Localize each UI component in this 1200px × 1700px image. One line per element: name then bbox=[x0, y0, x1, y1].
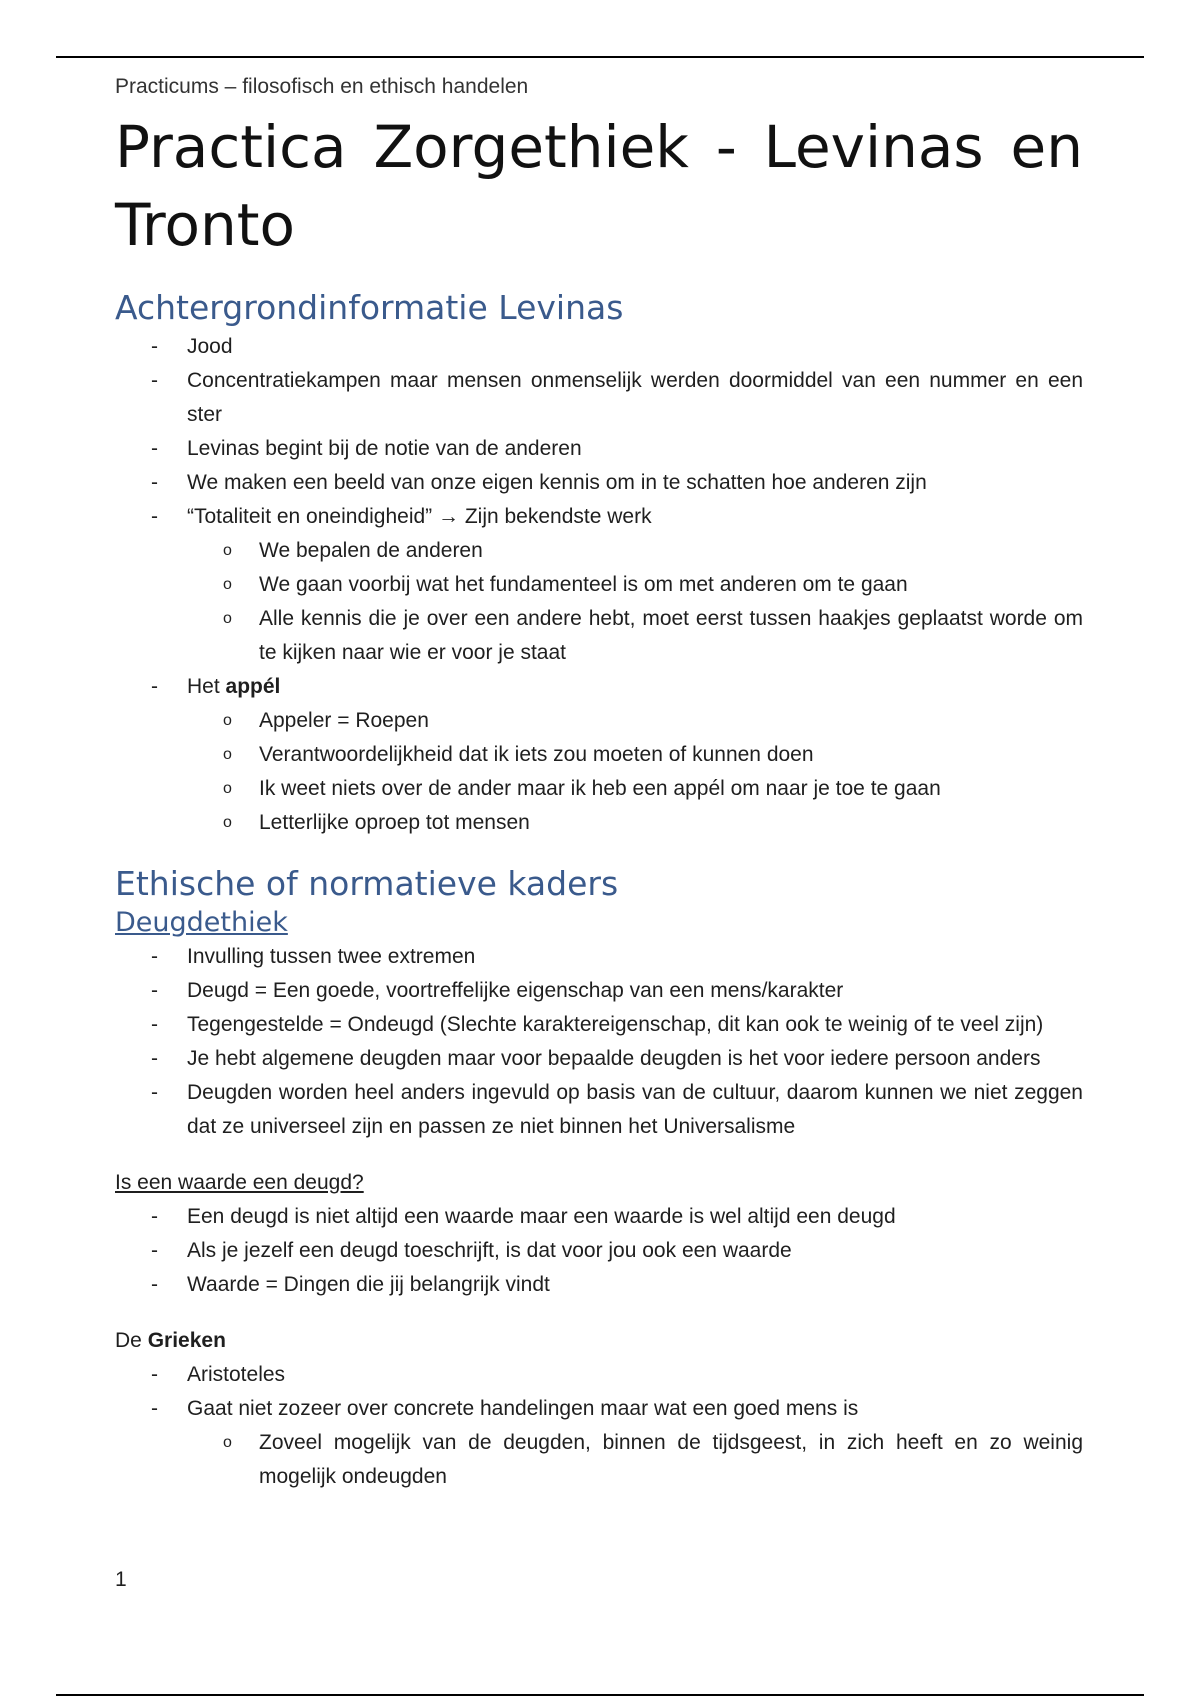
list-item: - “Totaliteit en oneindigheid” → Zijn bekendste werk o We bepalen de anderen o We gaan voorbij wat het fundamenteel is om met anderen om te gaan o Alle kennis die je over een andere hebt, moet eerst tussen haakjes geplaatst worde om te kijken naar wie er voor je staat bbox=[115, 500, 1083, 670]
list-item: - Levinas begint bij de notie van de anderen bbox=[115, 432, 1083, 466]
dash-bullet-icon: - bbox=[151, 437, 158, 460]
sublist-item: o Appeler = Roepen bbox=[187, 704, 1083, 738]
dash-bullet-icon: - bbox=[151, 1047, 158, 1070]
running-header: Practicums – filosofisch en ethisch handelen bbox=[115, 75, 529, 98]
sublist-item: o Verantwoordelijkheid dat ik iets zou moeten of kunnen doen bbox=[187, 738, 1083, 772]
list-item: - Jood bbox=[115, 330, 1083, 364]
dash-bullet-icon: - bbox=[151, 1397, 158, 1420]
list-item: - Concentratiekampen maar mensen onmenselijk werden doormiddel van een nummer en een ster bbox=[115, 364, 1083, 432]
bottom-rule bbox=[56, 1694, 1144, 1696]
dash-bullet-icon: - bbox=[151, 675, 158, 698]
dash-bullet-icon: - bbox=[151, 471, 158, 494]
list-item: - Deugd = Een goede, voortreffelijke eigenschap van een mens/karakter bbox=[115, 974, 1083, 1008]
deugdethiek-list bbox=[115, 940, 1083, 1144]
dash-bullet-icon: - bbox=[151, 1013, 158, 1036]
question-heading: Is een waarde een deugd? bbox=[115, 1171, 364, 1194]
circle-bullet-icon: o bbox=[223, 576, 232, 593]
circle-bullet-icon: o bbox=[223, 814, 232, 831]
circle-bullet-icon: o bbox=[223, 780, 232, 797]
circle-bullet-icon: o bbox=[223, 712, 232, 729]
top-rule bbox=[56, 56, 1144, 58]
dash-bullet-icon: - bbox=[151, 979, 158, 1002]
sublist-item: o Letterlijke oproep tot mensen bbox=[187, 806, 1083, 840]
list-item: - Een deugd is niet altijd een waarde maar een waarde is wel altijd een deugd bbox=[115, 1200, 1083, 1234]
dash-bullet-icon: - bbox=[151, 945, 158, 968]
subheading-deugdethiek: Deugdethiek bbox=[115, 907, 288, 938]
section-heading-levinas: Achtergrondinformatie Levinas bbox=[115, 288, 624, 327]
page-number: 1 bbox=[115, 1568, 127, 1591]
sublist-item: o We gaan voorbij wat het fundamenteel is om met anderen om te gaan bbox=[187, 568, 1083, 602]
list-item: - Gaat niet zozeer over concrete handelingen maar wat een goed mens is o Zoveel mogelijk van de deugden, binnen de tijdsgeest, in zich heeft en zo weinig mogelijk ondeugden bbox=[115, 1392, 1083, 1494]
dash-bullet-icon: - bbox=[151, 335, 158, 358]
list-item: - Aristoteles bbox=[115, 1358, 1083, 1392]
sublist-item: o We bepalen de anderen bbox=[187, 534, 1083, 568]
list-item: - We maken een beeld van onze eigen kennis om in te schatten hoe anderen zijn bbox=[115, 466, 1083, 500]
sublist-item: o Alle kennis die je over een andere hebt, moet eerst tussen haakjes geplaatst worde om te kijken naar wie er voor je staat bbox=[187, 602, 1083, 670]
circle-bullet-icon: o bbox=[223, 610, 232, 627]
list-item: - Invulling tussen twee extremen bbox=[115, 940, 1083, 974]
circle-bullet-icon: o bbox=[223, 746, 232, 763]
list-item: - Waarde = Dingen die jij belangrijk vindt bbox=[115, 1268, 1083, 1302]
levinas-list bbox=[115, 330, 1083, 840]
dash-bullet-icon: - bbox=[151, 1205, 158, 1228]
sublist bbox=[187, 1426, 1083, 1494]
list-item: - Tegengestelde = Ondeugd (Slechte karaktereigenschap, dit kan ook te weinig of te veel zijn) bbox=[115, 1008, 1083, 1042]
greeks-list bbox=[115, 1358, 1083, 1494]
sublist bbox=[187, 534, 1083, 670]
circle-bullet-icon: o bbox=[223, 1434, 232, 1451]
list-item: - Het appél o Appeler = Roepen o Verantwoordelijkheid dat ik iets zou moeten of kunnen doen o Ik weet niets over de ander maar ik heb een appél om naar je toe te gaan o Letterlijke oproep tot mensen bbox=[115, 670, 1083, 840]
list-item: - Je hebt algemene deugden maar voor bepaalde deugden is het voor iedere persoon anders bbox=[115, 1042, 1083, 1076]
sublist-item: o Zoveel mogelijk van de deugden, binnen de tijdsgeest, in zich heeft en zo weinig mogelijk ondeugden bbox=[187, 1426, 1083, 1494]
dash-bullet-icon: - bbox=[151, 1273, 158, 1296]
list-item: - Deugden worden heel anders ingevuld op basis van de cultuur, daarom kunnen we niet zeggen dat ze universeel zijn en passen ze niet binnen het Universalisme bbox=[115, 1076, 1083, 1144]
sublist-item: o Ik weet niets over de ander maar ik heb een appél om naar je toe te gaan bbox=[187, 772, 1083, 806]
section-heading-ethics: Ethische of normatieve kaders bbox=[115, 864, 619, 903]
dash-bullet-icon: - bbox=[151, 1363, 158, 1386]
dash-bullet-icon: - bbox=[151, 1081, 158, 1104]
circle-bullet-icon: o bbox=[223, 542, 232, 559]
dash-bullet-icon: - bbox=[151, 505, 158, 528]
greeks-heading: De Grieken bbox=[115, 1329, 226, 1352]
document-body bbox=[115, 72, 1083, 1494]
list-item: - Als je jezelf een deugd toeschrijft, is dat voor jou ook een waarde bbox=[115, 1234, 1083, 1268]
dash-bullet-icon: - bbox=[151, 369, 158, 392]
dash-bullet-icon: - bbox=[151, 1239, 158, 1262]
page-title: Practica Zorgethiek - Levinas en Tronto bbox=[115, 113, 1083, 259]
question-list bbox=[115, 1200, 1083, 1302]
sublist bbox=[187, 704, 1083, 840]
